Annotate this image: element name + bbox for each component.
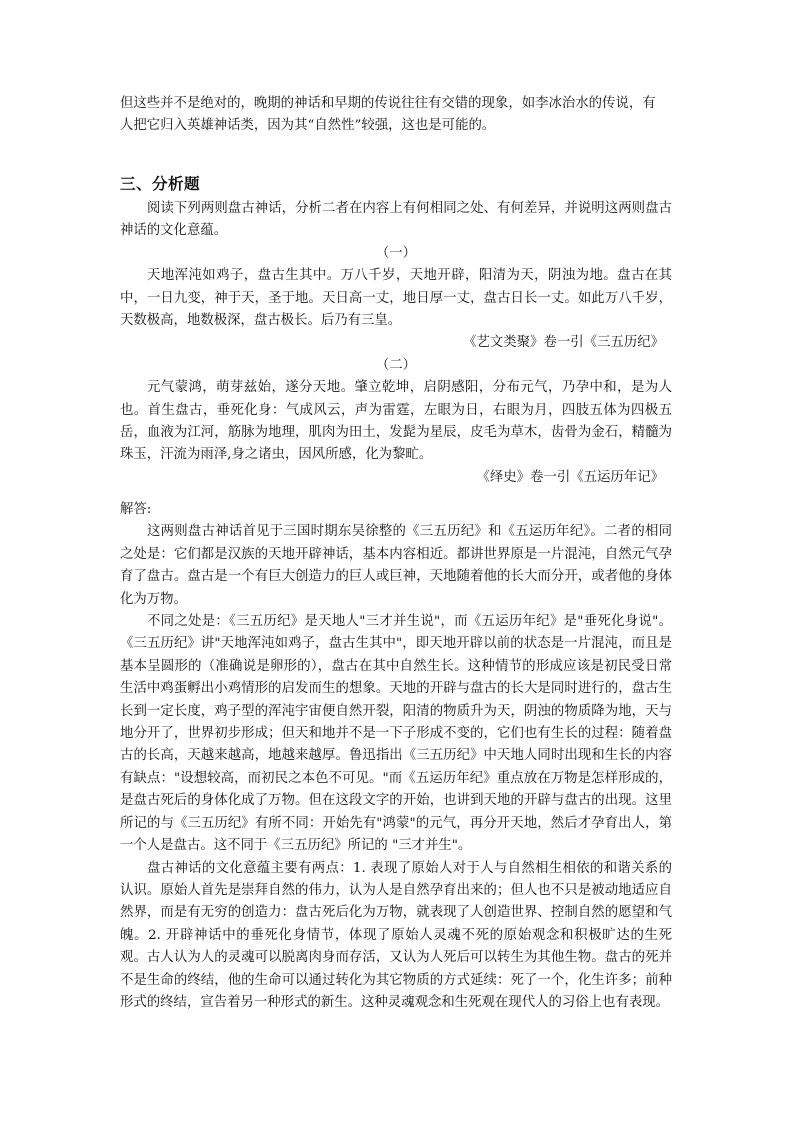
intro-paragraph — [120, 93, 672, 138]
text2-source: 《绎史》卷一引《五运历年记》 — [476, 469, 664, 485]
text1-source: 《艺文类聚》卷一引《三五历纪》 — [463, 335, 664, 351]
intro-line-2: 人把它归入英雄神话类，因为其“自然性”较强，这也是可能的。 — [120, 118, 496, 134]
question-block — [120, 198, 672, 489]
question-text: 阅读下列两则盘古神话，分析二者在内容上有何相同之处、有何差异，并说明这两则盘古神话的文化意蕴。 — [120, 201, 672, 239]
section-heading: 三、分析题 — [120, 175, 201, 193]
text2-body: 元气蒙鸿，萌芽兹始，遂分天地。肇立乾坤，启阴感阳，分布元气，乃孕中和，是为人也。首生盘古，垂死化身：气成风云，声为雷霆，左眼为日，右眼为月，四肢五体为四极五岳，血液为江河，筋脉为地理，肌肉为田土，发髭为星辰，皮毛为草木，齿骨为金石，精髓为珠玉，汗流为雨泽,身之诸虫，因风所感，化为黎甿。 — [120, 380, 672, 463]
answer-block — [120, 499, 672, 1014]
answer-label: 解答: — [120, 502, 152, 517]
section-heading-block — [120, 173, 672, 195]
text1-body: 天地浑沌如鸡子，盘古生其中。万八千岁，天地开辟，阳清为天，阴浊为地。盘古在其中，一日九变，神于天，圣于地。天日高一丈，地日厚一丈，盘古日长一丈。如此万八千岁，天数极高，地数极深，盘古极长。后乃有三皇。 — [120, 268, 672, 329]
answer-paragraph: 这两则盘古神话首见于三国时期东吴徐整的《三五历纪》和《五运历年纪》。二者的相同之处是：它们都是汉族的天地开辟神话，基本内容相近。都讲世界原是一片混沌，自然元气孕育了盘古。盘古是一个有巨大创造力的巨人或巨神，天地随着他的长大而分开，或者他的身体化为万物。 — [120, 524, 672, 607]
text1-label: （一） — [375, 245, 417, 261]
answer-paragraph: 不同之处是：《三五历纪》是天地人"三才并生说"，而《五运历年纪》是"垂死化身说"。《三五历纪》讲"天地浑沌如鸡子，盘古生其中"，即天地开辟以前的状态是一片混沌，而且是基本呈圆形的（准确说是卵形的），盘古在其中自然生长。这种情节的形成应该是初民受日常生活中鸡蛋孵出小鸡情形的启发而生的想象。天地的开辟与盘古的长大是同时进行的，盘古生长到一定长度，鸡子型的浑沌宇宙便自然开裂，阳清的物质升为天，阴浊的物质降为地，天与地分开了，世界初步形成；但天和地并不是一下子形成不变的，它们也有生长的过程：随着盘古的长高，天越来越高，地越来越厚。鲁迅指出《三五历纪》中天地人同时出现和生长的内容有缺点："设想较高，而初民之本色不可见。"而《五运历年纪》重点放在万物是怎样形成的，是盘古死后的身体化成了万物。但在这段文字的开始，也讲到天地的开辟与盘古的出现。这里所记的与《三五历纪》有所不同：开始先有"鸿蒙"的元气，再分开天地，然后才孕育出人，第一个人是盘古。这不同于《三五历纪》所记的 "三才并生"。 — [120, 614, 672, 854]
answer-paragraph: 盘古神话的文化意蕴主要有两点：1. 表现了原始人对于人与自然相生相依的和谐关系的认识。原始人首先是崇拜自然的伟力，认为人是自然孕育出来的；但人也不只是被动地适应自然界，而是有无穷的创造力：盘古死后化为万物，就表现了人创造世界、控制自然的愿望和气魄。2. 开辟神话中的垂死化身情节，体现了原始人灵魂不死的原始观念和积极旷达的生死观。古人认为人的灵魂可以脱离肉身而存活，又认为人死后可以转生为其他生物。盘古的死并不是生命的终结，他的生命可以通过转化为其它物质的方式延续：死了一个，化生许多；前种形式的终结，宣告着另一种形式的新生。这种灵魂观念和生死观在现代人的习俗上也有表现。 — [120, 860, 672, 1010]
text2-label: （二） — [375, 357, 417, 373]
intro-line-1: 但这些并不是绝对的，晚期的神话和早期的传说往往有交错的现象，如李冰治水的传说，有 — [120, 96, 656, 111]
